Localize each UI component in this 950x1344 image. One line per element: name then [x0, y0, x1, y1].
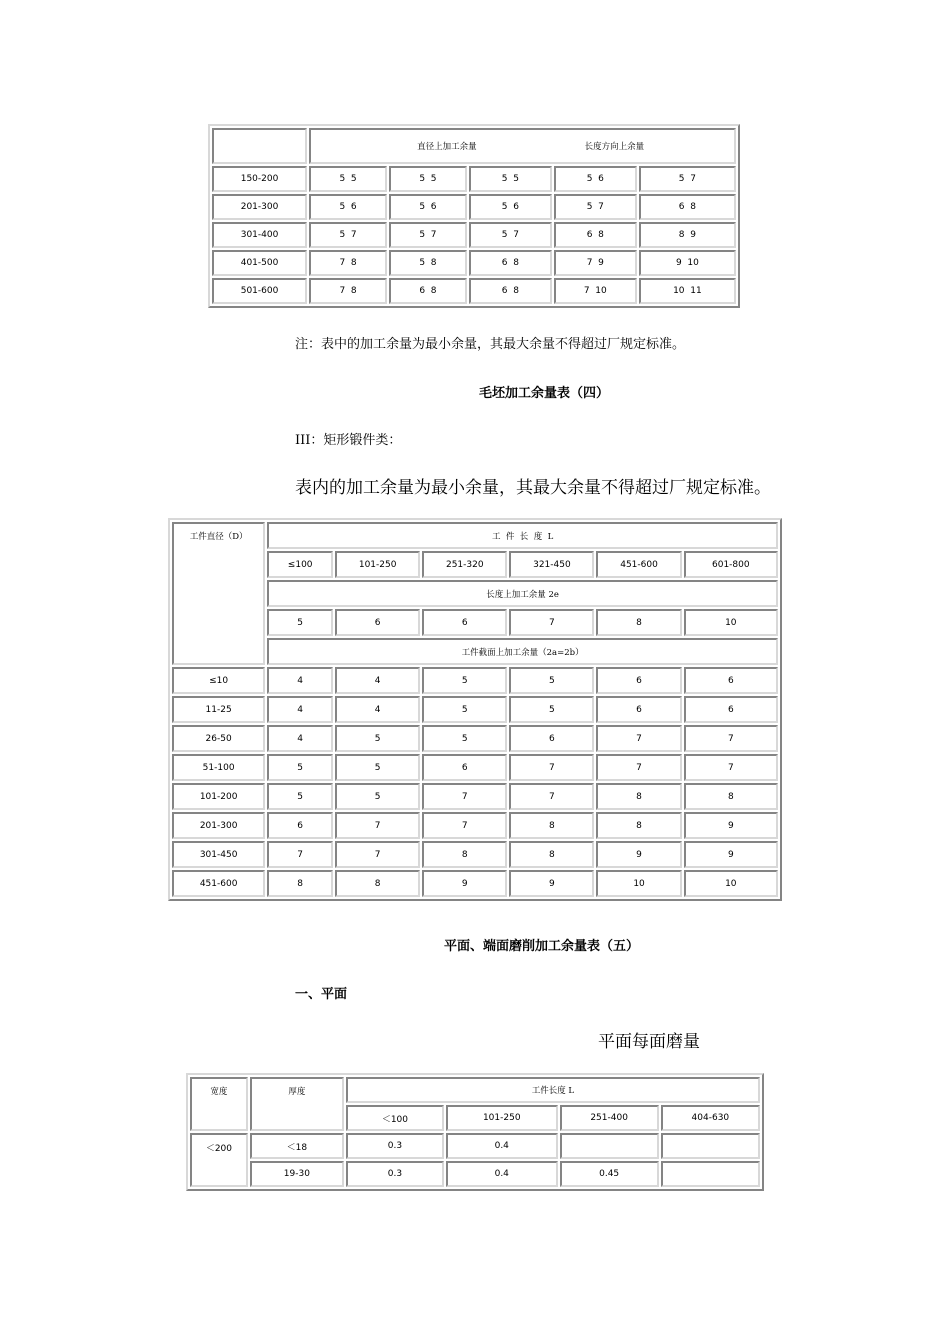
table-cell: 5 [335, 754, 420, 781]
table-cell: 10 [684, 609, 778, 636]
table-cell: 8 [509, 812, 594, 839]
table-cell: 451-600 [172, 870, 265, 897]
table-cell: 6 8 [389, 278, 467, 304]
length-header: 工件长度 L [346, 1077, 760, 1103]
table-cell: 6 [267, 812, 333, 839]
table-cell: 4 [335, 667, 420, 694]
table-cell: 10 [596, 870, 681, 897]
table-cell: 5 6 [309, 194, 387, 220]
table-cell: 7 [422, 812, 507, 839]
length-range-cell: 451-600 [596, 551, 681, 578]
table-cell: 8 9 [639, 222, 736, 248]
table-cell: 4 [267, 725, 333, 752]
table-cell: 4 [267, 667, 333, 694]
table-cell: 7 [335, 812, 420, 839]
table-cell: 5 [267, 754, 333, 781]
table-cell: 6 [684, 667, 778, 694]
width-header: 宽度 [190, 1077, 248, 1131]
table-row [212, 166, 736, 192]
table-cell: 7 [684, 754, 778, 781]
table-cell: 7 9 [554, 250, 637, 276]
table-cell: 301-450 [172, 841, 265, 868]
diameter-header: 工件直径（D） [172, 522, 265, 665]
table1-header [309, 128, 736, 164]
section-allowance-header: 工件截面上加工余量（2a=2b） [267, 638, 778, 665]
table-row [212, 278, 736, 304]
table-cell: 9 [509, 870, 594, 897]
table1-note: 注：表中的加工余量为最小余量，其最大余量不得超过厂规定标准。 [295, 337, 686, 352]
table-cell: 7 [335, 841, 420, 868]
table-row [172, 725, 778, 752]
table-cell: 7 [422, 783, 507, 810]
table-cell: 5 7 [554, 194, 637, 220]
length-range-cell: 101-250 [446, 1105, 558, 1131]
length-range-cell: 101-250 [335, 551, 420, 578]
table-cell: 5 [422, 725, 507, 752]
table-cell: 10 [684, 870, 778, 897]
table-cell: 5 7 [469, 222, 552, 248]
table-cell: 5 [267, 783, 333, 810]
table-cell: 7 [267, 841, 333, 868]
table-row [172, 812, 778, 839]
table-cell: 5 5 [389, 166, 467, 192]
table-cell: 7 10 [554, 278, 637, 304]
length-range-cell: ≤100 [267, 551, 333, 578]
table-cell: 6 8 [469, 278, 552, 304]
table-cell: 5 [267, 609, 333, 636]
table-cell: 301-400 [212, 222, 307, 248]
length-header: 工 件 长 度 L [267, 522, 778, 549]
table-cell: 0.3 [346, 1161, 444, 1187]
table-cell: 201-300 [212, 194, 307, 220]
table-cell: 5 6 [554, 166, 637, 192]
table-row [172, 667, 778, 694]
table-cell: 7 [684, 725, 778, 752]
table-row [172, 696, 778, 723]
table-cell: 201-300 [172, 812, 265, 839]
table-cell [560, 1133, 659, 1159]
section-title-5: 平面、端面磨削加工余量表（五） [444, 939, 640, 954]
table-cell: 7 [509, 754, 594, 781]
table-cell: 19-30 [250, 1161, 344, 1187]
table-cell: 0.45 [560, 1161, 659, 1187]
table-cell: 6 8 [469, 250, 552, 276]
table-cell: 501-600 [212, 278, 307, 304]
table-cell: 9 [684, 812, 778, 839]
length-range-cell: 251-320 [422, 551, 507, 578]
table-cell: 5 8 [389, 250, 467, 276]
grinding-allowance-table [186, 1073, 764, 1191]
table-cell: 9 10 [639, 250, 736, 276]
table-row [172, 870, 778, 897]
table-cell [661, 1161, 760, 1187]
table2-note: 表内的加工余量为最小余量，其最大余量不得超过厂规定标准。 [295, 478, 771, 498]
table-cell: 7 [509, 783, 594, 810]
table-cell: 7 [596, 725, 681, 752]
table3-subtitle: 平面每面磨量 [598, 1032, 700, 1052]
table-cell: 9 [422, 870, 507, 897]
table-row [172, 754, 778, 781]
thickness-header: 厚度 [250, 1077, 344, 1131]
table-cell: 5 5 [309, 166, 387, 192]
table-cell: 9 [596, 841, 681, 868]
width-value-cell: ＜200 [190, 1133, 248, 1187]
table-cell: 4 [267, 696, 333, 723]
table-row [190, 1161, 760, 1187]
table-cell: ＜18 [250, 1133, 344, 1159]
length-range-cell: 251-400 [560, 1105, 659, 1131]
table-row [212, 222, 736, 248]
length-range-cell: 321-450 [509, 551, 594, 578]
table-cell: ≤10 [172, 667, 265, 694]
table-row [212, 250, 736, 276]
table-cell: 0.4 [446, 1161, 558, 1187]
table-cell: 5 7 [309, 222, 387, 248]
table-cell: 5 [422, 696, 507, 723]
table-cell: 6 [422, 609, 507, 636]
table-cell: 5 7 [639, 166, 736, 192]
table-row [190, 1133, 760, 1159]
table-cell: 51-100 [172, 754, 265, 781]
table-cell: 7 [509, 609, 594, 636]
allowance-table-1 [208, 124, 740, 308]
table-row [172, 783, 778, 810]
table-cell: 7 8 [309, 250, 387, 276]
table-cell: 5 7 [389, 222, 467, 248]
table-cell: 5 [509, 667, 594, 694]
table-cell: 6 [509, 725, 594, 752]
table-cell: 0.4 [446, 1133, 558, 1159]
section-heading-rect-forgings: III：矩形锻件类： [295, 433, 402, 448]
table-cell: 8 [422, 841, 507, 868]
length-range-cell: 601-800 [684, 551, 778, 578]
table1-header-diameter: 直径上加工余量 [417, 142, 477, 152]
table-cell: 6 [596, 667, 681, 694]
table-cell: 6 [422, 754, 507, 781]
table1-corner-cell [212, 128, 307, 164]
table-row [172, 841, 778, 868]
table-cell: 5 [335, 725, 420, 752]
table-cell: 8 [596, 609, 681, 636]
section-title-4: 毛坯加工余量表（四） [479, 386, 610, 401]
allowance-table-2 [168, 518, 782, 901]
table-cell: 6 [596, 696, 681, 723]
table-cell: 7 8 [309, 278, 387, 304]
table-cell: 5 5 [469, 166, 552, 192]
table-cell: 8 [684, 783, 778, 810]
table-cell: 10 11 [639, 278, 736, 304]
table-row [212, 194, 736, 220]
table-cell: 5 6 [389, 194, 467, 220]
table-cell: 11-25 [172, 696, 265, 723]
table-cell: 101-200 [172, 783, 265, 810]
section-heading-plane: 一、平面 [295, 987, 348, 1002]
table-cell: 8 [509, 841, 594, 868]
length-range-cell: ＜100 [346, 1105, 444, 1131]
table-cell: 6 8 [639, 194, 736, 220]
table-cell: 5 [335, 783, 420, 810]
table-cell: 6 [335, 609, 420, 636]
table-cell: 401-500 [212, 250, 307, 276]
table-cell: 7 [596, 754, 681, 781]
length-range-cell: 404-630 [661, 1105, 760, 1131]
table-cell: 26-50 [172, 725, 265, 752]
table-cell: 8 [596, 812, 681, 839]
table-cell: 8 [335, 870, 420, 897]
table-cell: 9 [684, 841, 778, 868]
table-cell: 5 [509, 696, 594, 723]
table-cell: 0.3 [346, 1133, 444, 1159]
table-cell: 150-200 [212, 166, 307, 192]
table-cell [661, 1133, 760, 1159]
length-allowance-header: 长度上加工余量 2e [267, 580, 778, 607]
table-cell: 4 [335, 696, 420, 723]
table-cell: 8 [267, 870, 333, 897]
table1-header-length: 长度方向上余量 [584, 142, 645, 152]
table-cell: 8 [596, 783, 681, 810]
table-cell: 5 [422, 667, 507, 694]
table-cell: 5 6 [469, 194, 552, 220]
table-cell: 6 8 [554, 222, 637, 248]
table-cell: 6 [684, 696, 778, 723]
